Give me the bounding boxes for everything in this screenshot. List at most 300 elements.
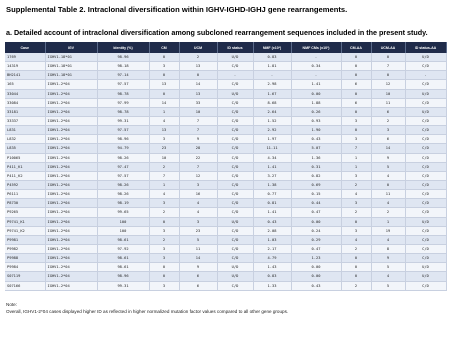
table-cell: 22 <box>179 153 217 162</box>
table-row <box>5 116 446 125</box>
table-cell: U/D <box>405 263 446 272</box>
table-cell: 0 <box>341 53 371 62</box>
column-header: IGV <box>45 42 97 53</box>
table-cell: C/D <box>217 190 253 199</box>
table-cell: U/D <box>217 272 253 281</box>
table-cell: 6 <box>341 80 371 89</box>
table-cell: 14 <box>179 254 217 263</box>
table-cell: 98.26 <box>97 180 149 189</box>
table-row <box>5 226 446 235</box>
table-cell: L832 <box>5 135 45 144</box>
table-cell: IGHV1-2*04 <box>45 80 97 89</box>
table-cell: C/D <box>405 153 446 162</box>
table-cell: 3 <box>341 199 371 208</box>
table-cell: 13 <box>149 126 179 135</box>
table-cell: C/D <box>217 180 253 189</box>
table-cell: 0.00 <box>291 217 341 226</box>
table-cell: 23 <box>149 144 179 153</box>
table-cell: P9741_K2 <box>5 226 45 235</box>
table-cell: 0.00 <box>291 89 341 98</box>
table-cell: 8.68 <box>253 98 291 107</box>
table-cell: 7 <box>179 162 217 171</box>
table-cell: IGHV1-2*04 <box>45 116 97 125</box>
table-cell: 0.43 <box>291 135 341 144</box>
header-row <box>5 42 446 53</box>
table-cell: 94.79 <box>97 144 149 153</box>
table-cell: 0.82 <box>291 171 341 180</box>
table-cell: 0 <box>341 254 371 263</box>
table-cell: S07119 <box>5 272 45 281</box>
table-cell: 165 <box>5 80 45 89</box>
table-cell: C/D <box>405 135 446 144</box>
table-cell: 7 <box>179 126 217 135</box>
table-cell: C/D <box>405 254 446 263</box>
table-cell: 0 <box>149 71 179 80</box>
table-cell: IGHV1-2*04 <box>45 190 97 199</box>
column-header: UCM <box>179 42 217 53</box>
table-cell: IGHV1-2*04 <box>45 244 97 253</box>
diversification-table <box>5 42 447 291</box>
table-cell: IGHV1-2*04 <box>45 263 97 272</box>
table-cell: 6 <box>341 98 371 107</box>
table-cell: 1.36 <box>291 153 341 162</box>
table-cell: P9988 <box>5 254 45 263</box>
table-row <box>5 89 446 98</box>
table-cell: 0 <box>371 53 405 62</box>
table-cell: 0 <box>149 272 179 281</box>
table-cell: 9 <box>371 153 405 162</box>
table-cell: P9982 <box>5 244 45 253</box>
table-cell: 1 <box>149 180 179 189</box>
table-cell: C/D <box>405 62 446 71</box>
table-cell: C/D <box>217 171 253 180</box>
table-row <box>5 180 446 189</box>
table-cell: 0 <box>341 263 371 272</box>
table-cell: 12 <box>371 80 405 89</box>
table-cell: P8730 <box>5 199 45 208</box>
table-cell: 100 <box>97 226 149 235</box>
table-cell: 7 <box>179 116 217 125</box>
table-cell: 98.96 <box>97 135 149 144</box>
table-cell: 13 <box>179 89 217 98</box>
table-cell: 4 <box>371 199 405 208</box>
table-cell: 28 <box>179 144 217 153</box>
table-cell: IGHV1-2*04 <box>45 235 97 244</box>
table-cell: 0 <box>371 180 405 189</box>
table-cell: 3 <box>341 171 371 180</box>
column-header: ID status-AA <box>405 42 446 53</box>
table-cell: 97.14 <box>97 71 149 80</box>
table-cell: C/D <box>217 244 253 253</box>
table-cell: 0.47 <box>291 244 341 253</box>
table-cell: P9984 <box>5 263 45 272</box>
table-cell: 9 <box>179 263 217 272</box>
table-cell: 100 <box>97 217 149 226</box>
table-cell: 0.44 <box>291 199 341 208</box>
table-cell: 4 <box>341 235 371 244</box>
table-cell: 0.31 <box>291 162 341 171</box>
table-cell: P9741_K1 <box>5 217 45 226</box>
table-cell: IGHV1-2*04 <box>45 162 97 171</box>
table-cell: 97.47 <box>97 162 149 171</box>
table-cell: 0 <box>341 217 371 226</box>
table-cell: 5 <box>371 263 405 272</box>
table-cell: 13 <box>149 80 179 89</box>
table-cell: 7 <box>371 62 405 71</box>
table-cell: 98.18 <box>97 62 149 71</box>
table-cell: IGHV1-2*04 <box>45 254 97 263</box>
table-row <box>5 80 446 89</box>
table-cell: 2 <box>149 235 179 244</box>
table-cell: 2.17 <box>253 244 291 253</box>
table-cell: C/D <box>405 144 446 153</box>
table-cell: 3 <box>149 226 179 235</box>
table-cell: U/D <box>217 217 253 226</box>
table-cell: P6111 <box>5 190 45 199</box>
table-cell: 4 <box>371 272 405 281</box>
table-cell: 0 <box>341 272 371 281</box>
table-cell: U/D <box>405 89 446 98</box>
table-row <box>5 281 446 290</box>
table-cell: 3 <box>371 126 405 135</box>
table-cell: 98.96 <box>97 272 149 281</box>
table-cell: 10 <box>179 107 217 116</box>
table-cell: BH2141 <box>5 71 45 80</box>
table-cell: 4 <box>371 235 405 244</box>
table-cell: - <box>217 71 253 80</box>
table-cell: 98.78 <box>97 107 149 116</box>
table-cell: 0.83 <box>253 272 291 281</box>
table-cell: IGHV1-2*04 <box>45 98 97 107</box>
table-cell: 0.43 <box>253 217 291 226</box>
table-cell: C/D <box>217 126 253 135</box>
table-cell: 33 <box>179 98 217 107</box>
table-cell: 4 <box>341 190 371 199</box>
table-cell: 1 <box>149 107 179 116</box>
table-cell: P9981 <box>5 235 45 244</box>
table-cell: - <box>291 53 341 62</box>
table-cell: IGHV1-2*04 <box>45 281 97 290</box>
table-cell: C/D <box>405 162 446 171</box>
table-cell: 98.61 <box>97 263 149 272</box>
table-cell: C/D <box>217 80 253 89</box>
table-cell: C/D <box>217 199 253 208</box>
table-cell: C/D <box>217 144 253 153</box>
table-row <box>5 254 446 263</box>
table-cell: 1.52 <box>253 116 291 125</box>
table-cell: 2 <box>149 162 179 171</box>
table-cell: IGHV1-2*04 <box>45 89 97 98</box>
table-cell: 0 <box>341 126 371 135</box>
table-cell: 4.34 <box>253 153 291 162</box>
table-cell: 0 <box>179 71 217 80</box>
table-cell: 2.64 <box>253 107 291 116</box>
table-cell: U/D <box>405 107 446 116</box>
table-row <box>5 98 446 107</box>
table-cell: 3 <box>341 135 371 144</box>
table-cell: 19 <box>371 226 405 235</box>
table-cell: U/D <box>217 263 253 272</box>
table-cell: 97.92 <box>97 244 149 253</box>
table-cell: U/D <box>405 217 446 226</box>
table-cell: 3.27 <box>253 171 291 180</box>
table-cell: C/D <box>405 180 446 189</box>
column-header: Case <box>5 42 45 53</box>
table-cell: 3 <box>149 244 179 253</box>
table-cell: C/D <box>405 281 446 290</box>
table-cell: C/D <box>217 254 253 263</box>
table-row <box>5 217 446 226</box>
table-cell: C/D <box>405 235 446 244</box>
table-cell: IGHV1-2*04 <box>45 199 97 208</box>
table-cell: 0.69 <box>291 180 341 189</box>
table-cell: 10 <box>371 89 405 98</box>
table-cell: 97.99 <box>97 98 149 107</box>
table-cell: 5 <box>371 162 405 171</box>
table-cell: 2 <box>341 180 371 189</box>
table-row <box>5 107 446 116</box>
table-cell: 1 <box>341 162 371 171</box>
table-cell: C/D <box>217 116 253 125</box>
table-cell: 4 <box>179 199 217 208</box>
table-cell: 9 <box>371 254 405 263</box>
table-cell: IGHV1-2*04 <box>45 135 97 144</box>
table-cell: 3 <box>149 135 179 144</box>
table-cell: C/D <box>405 226 446 235</box>
table-cell: P10065 <box>5 153 45 162</box>
table-row <box>5 162 446 171</box>
table-cell: IGHV1-2*04 <box>45 126 97 135</box>
table-cell: P9265 <box>5 208 45 217</box>
table-cell: C/D <box>405 208 446 217</box>
table-cell: 5.07 <box>291 144 341 153</box>
table-cell: 33337 <box>5 116 45 125</box>
table-row <box>5 135 446 144</box>
table-cell: 3 <box>341 226 371 235</box>
table-cell: 1.41 <box>253 208 291 217</box>
table-row <box>5 62 446 71</box>
table-row <box>5 190 446 199</box>
table-cell: 3 <box>149 254 179 263</box>
table-cell: C/D <box>405 126 446 135</box>
table-cell: 0.77 <box>253 190 291 199</box>
table-cell: 0.00 <box>291 263 341 272</box>
table-cell: U/D <box>217 53 253 62</box>
table-cell: 97.57 <box>97 80 149 89</box>
table-cell: 0.47 <box>291 208 341 217</box>
table-cell: L831 <box>5 126 45 135</box>
table-row <box>5 272 446 281</box>
table-cell: 6 <box>371 135 405 144</box>
table-cell: 4 <box>371 171 405 180</box>
table-cell: 33044 <box>5 89 45 98</box>
table-cell: 3 <box>149 199 179 208</box>
table-cell: IGHV1-2*04 <box>45 107 97 116</box>
table-cell: 6 <box>179 272 217 281</box>
table-cell: 14 <box>149 98 179 107</box>
table-row <box>5 208 446 217</box>
table-cell: 99.31 <box>97 281 149 290</box>
table-cell: 98.26 <box>97 190 149 199</box>
table-cell: 13 <box>179 62 217 71</box>
table-cell: 4 <box>149 116 179 125</box>
table-cell: S07166 <box>5 281 45 290</box>
table-cell: C/D <box>217 107 253 116</box>
table-cell: 2.08 <box>253 226 291 235</box>
table-row <box>5 171 446 180</box>
table-cell: 99.31 <box>97 116 149 125</box>
table-cell: IGHV1-2*04 <box>45 217 97 226</box>
table-cell: U/D <box>217 89 253 98</box>
table-row <box>5 199 446 208</box>
table-cell: 0.15 <box>291 190 341 199</box>
table-cell: 1 <box>341 153 371 162</box>
table-cell: C/D <box>405 244 446 253</box>
table-cell: 11 <box>371 190 405 199</box>
table-cell: C/D <box>217 235 253 244</box>
table-cell: 0.26 <box>291 107 341 116</box>
table-cell: 3 <box>179 180 217 189</box>
table-cell: 10 <box>149 153 179 162</box>
table-cell: C/D <box>405 171 446 180</box>
table-cell: P411_K2 <box>5 171 45 180</box>
table-cell: 98.19 <box>97 199 149 208</box>
table-cell: 4 <box>149 190 179 199</box>
table-cell: 5 <box>179 235 217 244</box>
table-cell: 98.78 <box>97 89 149 98</box>
footnote <box>6 301 288 315</box>
table-row <box>5 53 446 62</box>
table-cell: 98.96 <box>97 53 149 62</box>
table-cell: 0.24 <box>291 226 341 235</box>
table-cell: 14 <box>179 80 217 89</box>
table-cell: P4592 <box>5 180 45 189</box>
table-row <box>5 235 446 244</box>
table-cell: 8 <box>371 244 405 253</box>
table-cell: 1 <box>371 217 405 226</box>
table-cell: 1.90 <box>291 126 341 135</box>
table-cell: 0 <box>341 62 371 71</box>
table-cell: 6 <box>179 281 217 290</box>
column-header: CM <box>149 42 179 53</box>
table-cell: IGHV1-2*04 <box>45 153 97 162</box>
table-cell: 1.97 <box>253 135 291 144</box>
table-cell: - <box>405 71 446 80</box>
table-cell: C/D <box>217 226 253 235</box>
table-cell: C/D <box>217 135 253 144</box>
table-cell: 3 <box>149 281 179 290</box>
table-cell: 2 <box>341 208 371 217</box>
table-cell: 2 <box>371 116 405 125</box>
table-cell: 7 <box>149 171 179 180</box>
table-cell: 11.11 <box>253 144 291 153</box>
table-cell: IGHV1-18*01 <box>45 53 97 62</box>
table-cell: 14319 <box>5 62 45 71</box>
table-cell: 9 <box>179 135 217 144</box>
table-row <box>5 144 446 153</box>
table-cell: - <box>291 71 341 80</box>
table-cell: C/D <box>405 199 446 208</box>
table-cell: 1.33 <box>253 281 291 290</box>
table-cell: 0.00 <box>291 272 341 281</box>
table-cell: 0 <box>341 89 371 98</box>
table-cell: 0 <box>149 53 179 62</box>
table-cell: 3 <box>341 116 371 125</box>
column-header: Identity (%) <box>97 42 149 53</box>
table-cell: C/D <box>217 208 253 217</box>
table-cell: 0 <box>341 107 371 116</box>
table-cell: 11 <box>371 98 405 107</box>
table-cell: 0.81 <box>253 199 291 208</box>
table-cell: 2 <box>371 208 405 217</box>
table-cell: 33181 <box>5 107 45 116</box>
table-cell: 0 <box>149 89 179 98</box>
table-cell: 98.61 <box>97 235 149 244</box>
table-cell: IGHV1-2*04 <box>45 226 97 235</box>
table-cell: 4 <box>179 208 217 217</box>
table-cell: 97.57 <box>97 171 149 180</box>
table-row <box>5 153 446 162</box>
table-cell: U/D <box>405 53 446 62</box>
table-cell: C/D <box>217 153 253 162</box>
table-cell: 23 <box>179 226 217 235</box>
table-subtitle: a. Detailed account of intraclonal diversification among subcloned rearrangement sequences included in the present study. <box>6 28 428 37</box>
table-title: Supplemental Table 2. Intraclonal diversification within IGHV-IGHD-IGHJ gene rearrangements. <box>6 5 348 14</box>
table-cell: - <box>253 71 291 80</box>
table-cell: 0.34 <box>291 62 341 71</box>
table-cell: C/D <box>217 281 253 290</box>
table-cell: C/D <box>217 98 253 107</box>
table-cell: 6 <box>371 107 405 116</box>
table-cell: 16 <box>179 190 217 199</box>
table-cell: 11 <box>179 244 217 253</box>
table-cell: 0 <box>149 217 179 226</box>
table-cell: 0 <box>341 71 371 80</box>
table-cell: 7 <box>341 144 371 153</box>
table-row <box>5 126 446 135</box>
table-cell: 2 <box>179 53 217 62</box>
table-cell: 2 <box>341 244 371 253</box>
table-cell: C/D <box>405 80 446 89</box>
table-cell: 99.65 <box>97 208 149 217</box>
table-cell: 33084 <box>5 98 45 107</box>
column-header: ID status <box>217 42 253 53</box>
table-cell: 1.43 <box>253 263 291 272</box>
note-label: Note: <box>6 302 17 307</box>
table-cell: 98.26 <box>97 153 149 162</box>
table-cell: 1.81 <box>253 62 291 71</box>
table-cell: IGHV1-2*04 <box>45 144 97 153</box>
table-cell: P411_K1 <box>5 162 45 171</box>
table-cell: C/D <box>217 62 253 71</box>
table-cell: L835 <box>5 144 45 153</box>
table-cell: 1.67 <box>253 89 291 98</box>
table-cell: 14 <box>371 144 405 153</box>
table-cell: 0.43 <box>291 281 341 290</box>
table-row <box>5 263 446 272</box>
table-cell: IGHV1-18*01 <box>45 62 97 71</box>
table-cell: 2.92 <box>253 126 291 135</box>
table-row <box>5 71 446 80</box>
table-cell: IGHV1-2*04 <box>45 171 97 180</box>
table-cell: 1.38 <box>253 180 291 189</box>
table-cell: C/D <box>405 190 446 199</box>
table-cell: IGHV1-2*04 <box>45 180 97 189</box>
table-cell: IGHV1-2*04 <box>45 208 97 217</box>
table-cell: IGHV1-2*04 <box>45 272 97 281</box>
table-cell: 3 <box>149 62 179 71</box>
table-cell: 97.57 <box>97 126 149 135</box>
